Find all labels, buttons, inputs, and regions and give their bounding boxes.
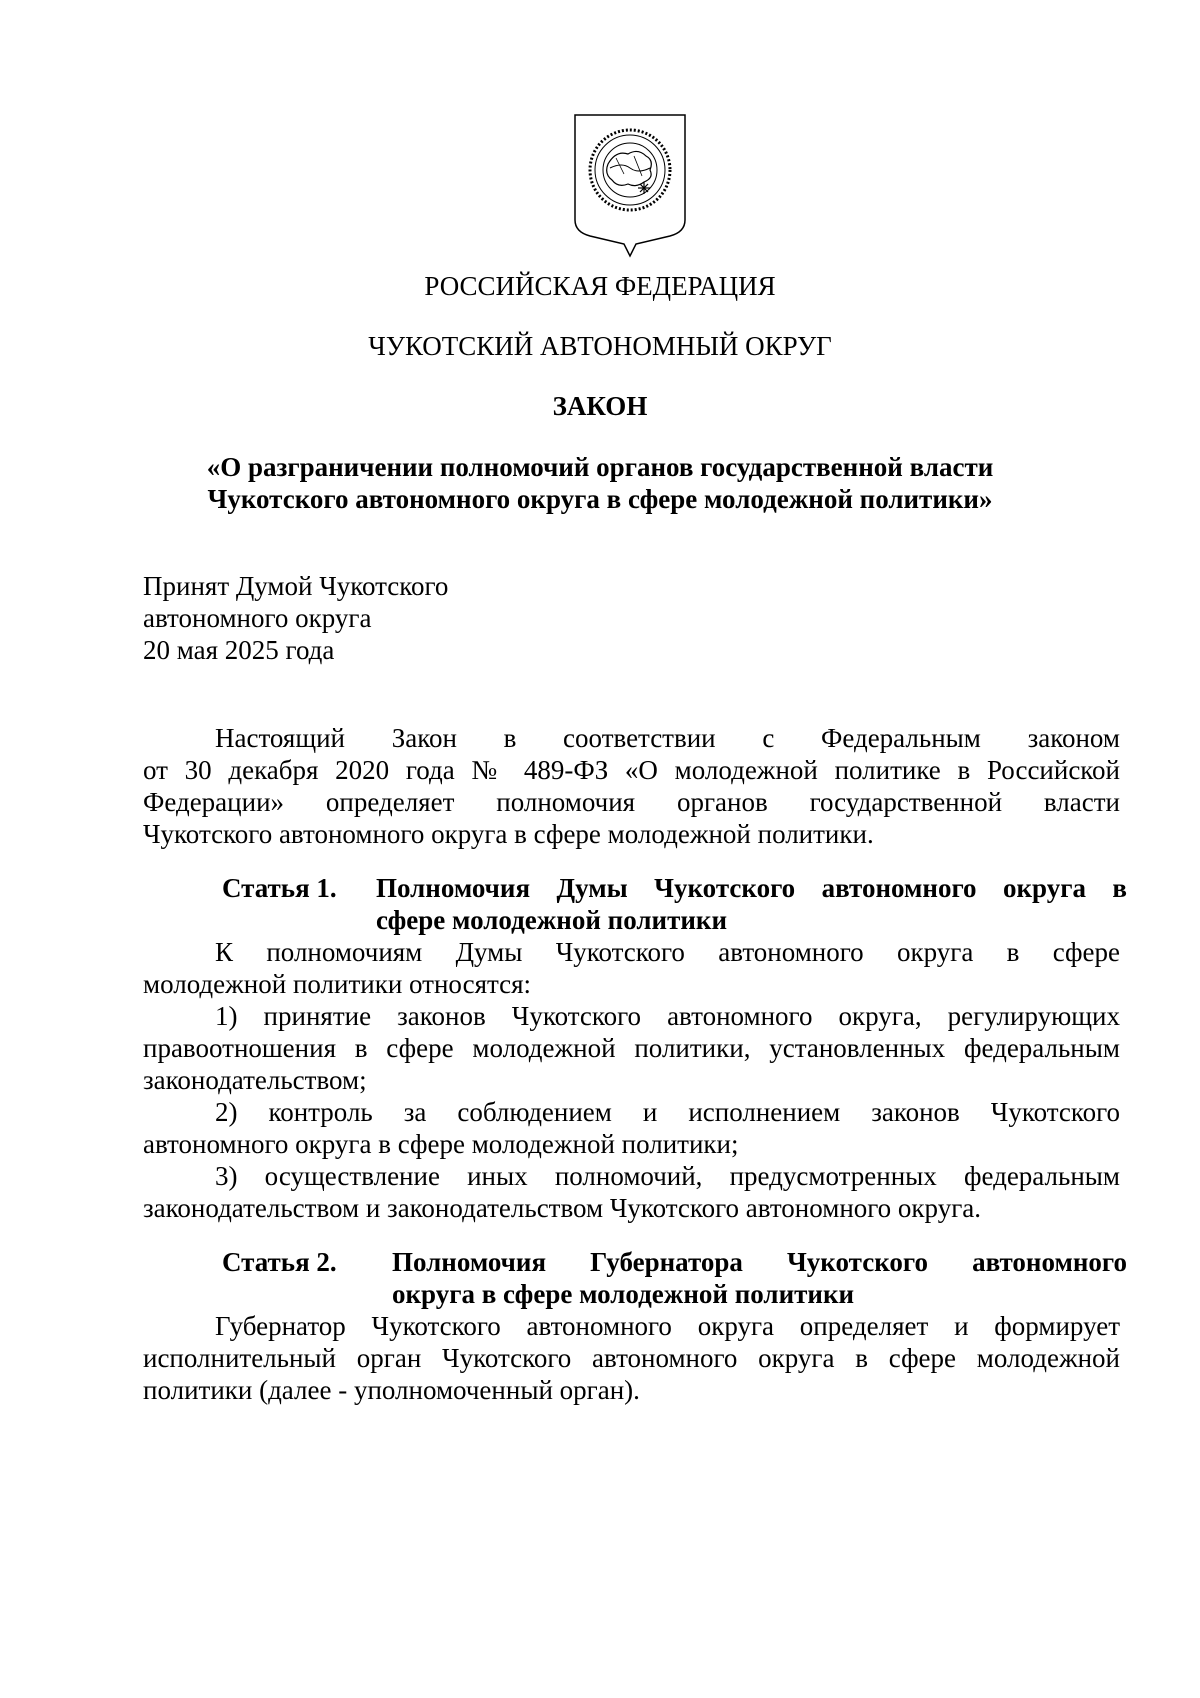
adoption-date: 20 мая 2025 года [143,635,335,665]
preamble-line: от 30 декабря 2020 года № 489-ФЗ «О молодежной политике в Российской [143,755,1120,785]
document-type-heading: ЗАКОН [552,391,648,421]
coat-of-arms-emblem [572,112,688,260]
region-heading: ЧУКОТСКИЙ АВТОНОМНЫЙ ОКРУГ [368,331,832,361]
article-1-number: Статья 1. [222,873,337,903]
article-2-title-line-2: округа в сфере молодежной политики [392,1279,855,1309]
article-2-number: Статья 2. [222,1247,337,1277]
article-1-line: 3) осуществление иных полномочий, предусмотренных федеральным [215,1161,1120,1191]
article-1-title-line-1: Полномочия Думы Чукотского автономного округа в [376,873,1127,903]
article-2-line: политики (далее - уполномоченный орган). [143,1375,640,1405]
law-title-line-1: «О разграничении полномочий органов государственной власти [206,452,994,482]
country-heading: РОССИЙСКАЯ ФЕДЕРАЦИЯ [424,271,776,301]
law-title-line-2: Чукотского автономного округа в сфере молодежной политики» [207,484,993,514]
article-1-title-line-2: сфере молодежной политики [376,905,728,935]
article-2-title-line-1: Полномочия Губернатора Чукотского автономного [392,1247,1127,1277]
article-1-line: К полномочиям Думы Чукотского автономного округа в сфере [215,937,1120,967]
article-2-line: исполнительный орган Чукотского автономного округа в сфере молодежной [143,1343,1120,1373]
article-1-line: молодежной политики относятся: [143,969,532,999]
article-1-line: законодательством и законодательством Чукотского автономного округа. [143,1193,982,1223]
article-2-line: Губернатор Чукотского автономного округа определяет и формирует [215,1311,1120,1341]
article-1-line: 1) принятие законов Чукотского автономного округа, регулирующих [215,1001,1120,1031]
article-2-heading [222,1246,1127,1310]
preamble-line: Чукотского автономного округа в сфере молодежной политики. [143,819,874,849]
article-1-line: автономного округа в сфере молодежной политики; [143,1129,739,1159]
article-1-line: правоотношения в сфере молодежной политики, установленных федеральным [143,1033,1120,1063]
article-1-line: 2) контроль за соблюдением и исполнением законов Чукотского [215,1097,1120,1127]
preamble-line: Федерации» определяет полномочия органов государственной власти [143,787,1120,817]
article-1-heading [222,872,1127,936]
adoption-line-1: Принят Думой Чукотского [143,571,449,601]
adoption-line-2: автономного округа [143,603,372,633]
preamble-line: Настоящий Закон в соответствии с Федеральным законом [215,723,1120,753]
article-1-line: законодательством; [143,1065,367,1095]
